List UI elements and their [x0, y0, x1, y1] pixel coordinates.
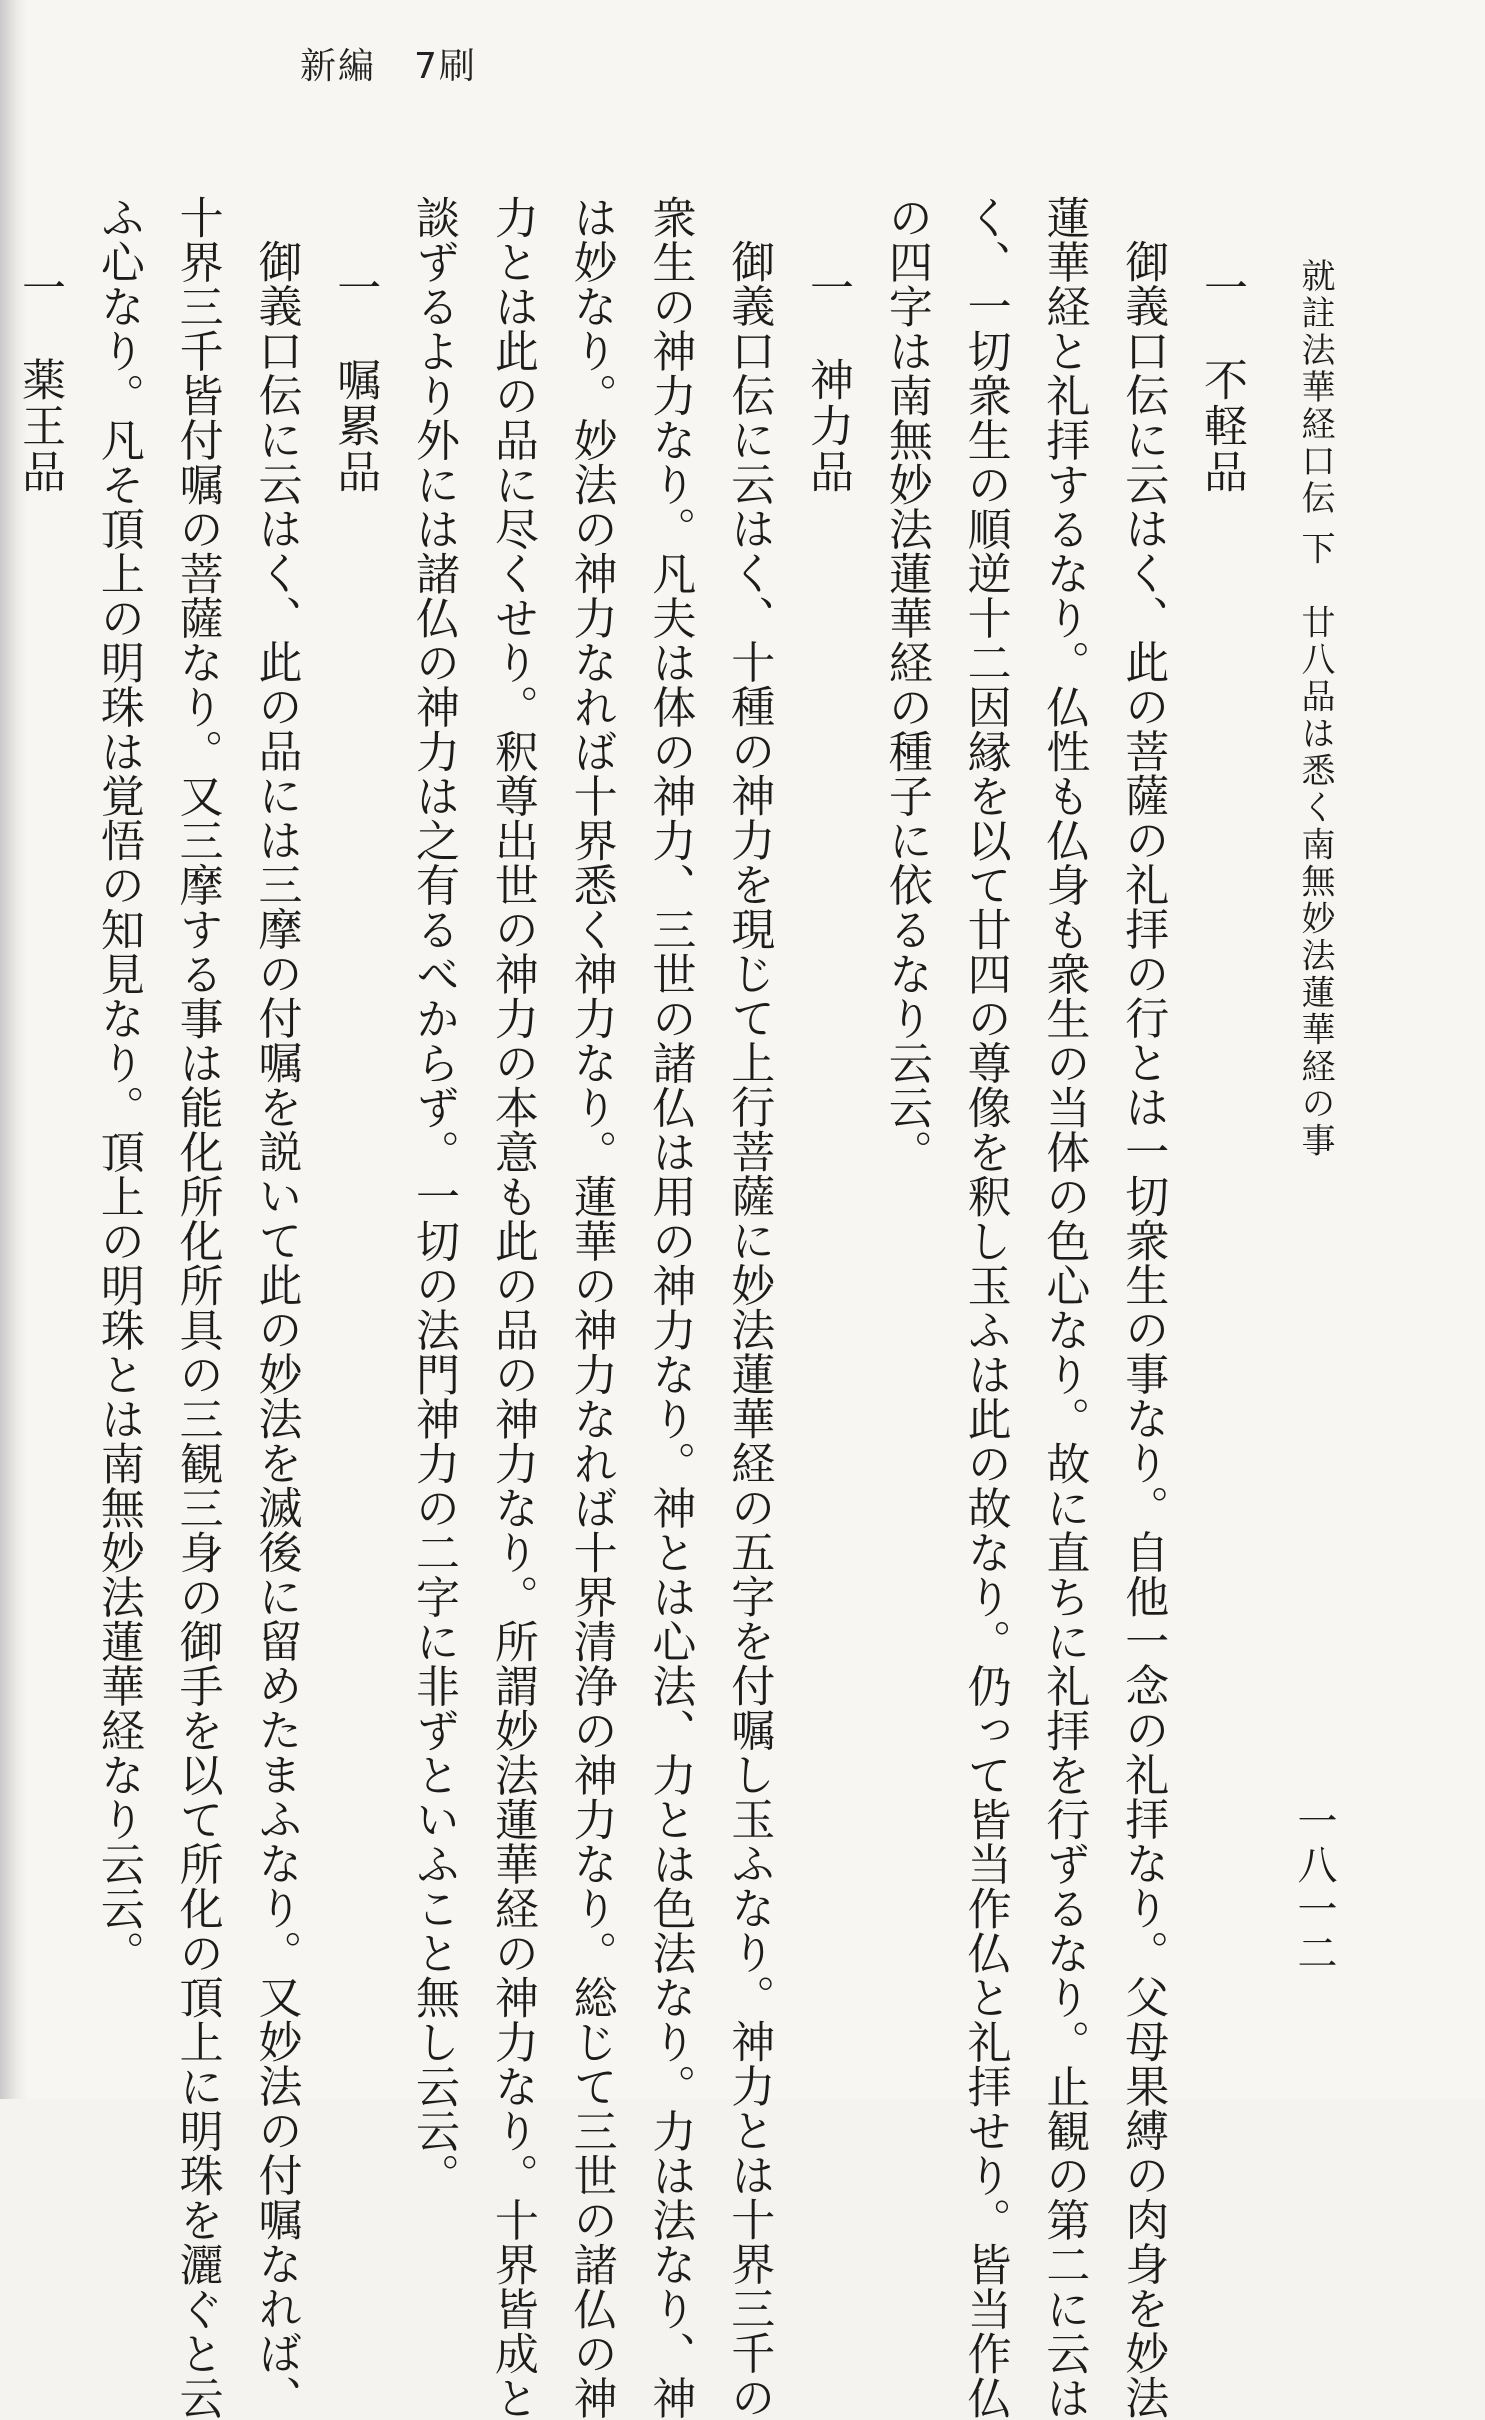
text-column: 御義口伝に云はく、此の菩薩の礼拝の行とは一切衆生の事なり。自他一念の礼拝なり。父母果縛の肉身を妙法: [1117, 239, 1169, 2420]
section-heading-yakuo: 一 薬王品: [14, 265, 66, 495]
section-heading-fukyo: 一 不軽品: [1196, 265, 1247, 495]
section-heading-jinriki: 一 神力品: [802, 265, 854, 495]
section-heading-zokurui: 一 嘱累品: [329, 265, 381, 495]
running-head: 就註法華経口伝 下 廿八品は悉く南無妙法蓮華経の事: [1295, 258, 1335, 1160]
text-column: 蓮華経と礼拝するなり。仏性も仏身も衆生の当体の色心なり。故に直ちに礼拝を行ずるなり。止観の第二に云は: [1038, 195, 1090, 2420]
text-column: く、一切衆生の順逆十二因縁を以て廿四の尊像を釈し玉ふは此の故なり。仍って皆当作仏と礼拝せり。皆当作仏: [959, 195, 1011, 2420]
text-column: 御義口伝に云はく、十種の神力を現じて上行菩薩に妙法蓮華経の五字を付嘱し玉ふなり。神力とは十界三千の: [723, 239, 775, 2420]
text-column: ふ心なり。凡そ頂上の明珠は覚悟の知見なり。頂上の明珠とは南無妙法蓮華経なり云云。: [92, 195, 144, 1975]
vertical-body-text: [14, 195, 1260, 2420]
text-column: 談ずるより外には諸仏の神力は之有るべからず。一切の法門神力の二字に非ずといふこと無し云云。: [408, 195, 460, 2198]
text-column: の四字は南無妙法蓮華経の種子に依るなり云云。: [880, 195, 932, 1174]
text-column: 力とは此の品に尽くせり。釈尊出世の神力の本意も此の品の神力なり。所謂妙法蓮華経の神力なり。十界皆成と: [486, 195, 538, 2420]
text-column: 御義口伝に云はく、此の品には三摩の付嘱を説いて此の妙法を滅後に留めたまふなり。又妙法の付嘱なれば、: [250, 239, 302, 2420]
text-column: 衆生の神力なり。凡夫は体の神力、三世の諸仏は用の神力なり。神とは心法、力とは色法なり。力は法なり、神: [644, 195, 696, 2420]
edition-note: 新編 7刷: [300, 46, 477, 87]
text-column: 十界三千皆付嘱の菩薩なり。又三摩する事は能化所化所具の三観三身の御手を以て所化の頂上に明珠を灑ぐと云: [171, 195, 223, 2420]
text-column: は妙なり。妙法の神力なれば十界悉く神力なり。蓮華の神力なれば十界清浄の神力なり。総じて三世の諸仏の神: [565, 195, 617, 2420]
page-number: 一八一二: [1291, 1800, 1337, 1976]
